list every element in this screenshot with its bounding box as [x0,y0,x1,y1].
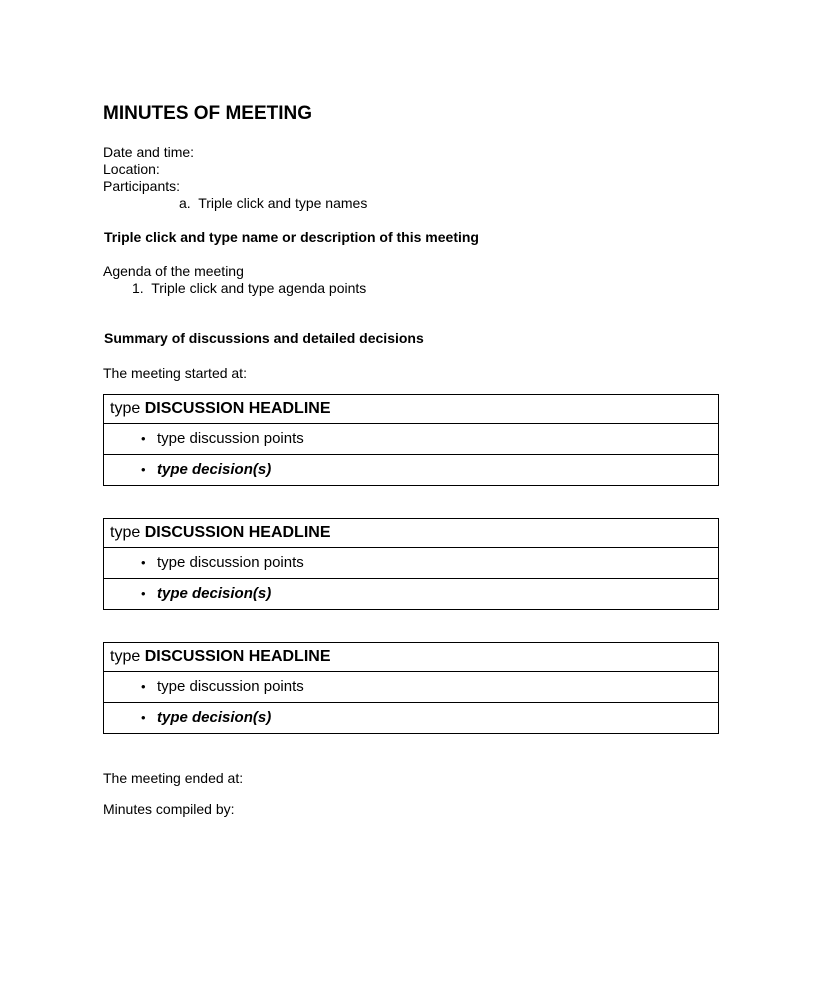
decision-cell[interactable] [104,454,718,485]
discussion-points-text: type discussion points [157,554,304,571]
participants-label[interactable]: Participants: [103,178,181,194]
decision-cell[interactable] [104,702,718,733]
headline-text: DISCUSSION HEADLINE [144,648,331,665]
participants-list-item[interactable] [179,195,367,212]
discussion-table [103,394,719,486]
discussion-points-cell[interactable] [104,423,718,454]
discussion-headline-cell[interactable] [104,395,718,423]
discussion-points-text: type discussion points [157,430,304,447]
decision-text: type decision(s) [157,709,272,726]
date-time-label[interactable]: Date and time: [103,144,195,160]
list-marker: a. [179,195,191,211]
headline-prefix: type [110,524,141,541]
bullet-icon: • [141,710,146,725]
meeting-started-label[interactable]: The meeting started at: [103,365,247,381]
discussion-points-cell[interactable] [104,547,718,578]
headline-text: DISCUSSION HEADLINE [144,400,331,417]
bullet-icon: • [141,462,146,477]
discussion-points-cell[interactable] [104,671,718,702]
headline-prefix: type [110,400,141,417]
bullet-icon: • [141,586,146,601]
decision-text: type decision(s) [157,585,272,602]
bullet-icon: • [141,555,146,570]
summary-heading: Summary of discussions and detailed decisions [104,330,424,346]
bullet-icon: • [141,431,146,446]
discussion-table [103,642,719,734]
minutes-compiled-label[interactable]: Minutes compiled by: [103,801,235,817]
participant-placeholder-text: Triple click and type names [198,195,368,211]
headline-text: DISCUSSION HEADLINE [144,524,331,541]
decision-cell[interactable] [104,578,718,609]
discussion-table [103,518,719,610]
discussion-headline-cell[interactable] [104,519,718,547]
discussion-headline-cell[interactable] [104,643,718,671]
agenda-list-item[interactable] [132,280,366,297]
location-label[interactable]: Location: [103,161,160,177]
agenda-placeholder-text: Triple click and type agenda points [151,280,367,296]
document-title: MINUTES OF MEETING [103,103,312,124]
list-marker: 1. [132,280,144,296]
headline-prefix: type [110,648,141,665]
meeting-description[interactable]: Triple click and type name or description of this meeting [104,229,479,245]
bullet-icon: • [141,679,146,694]
decision-text: type decision(s) [157,461,272,478]
discussion-points-text: type discussion points [157,678,304,695]
agenda-label[interactable]: Agenda of the meeting [103,263,244,279]
meeting-ended-label[interactable]: The meeting ended at: [103,770,244,786]
